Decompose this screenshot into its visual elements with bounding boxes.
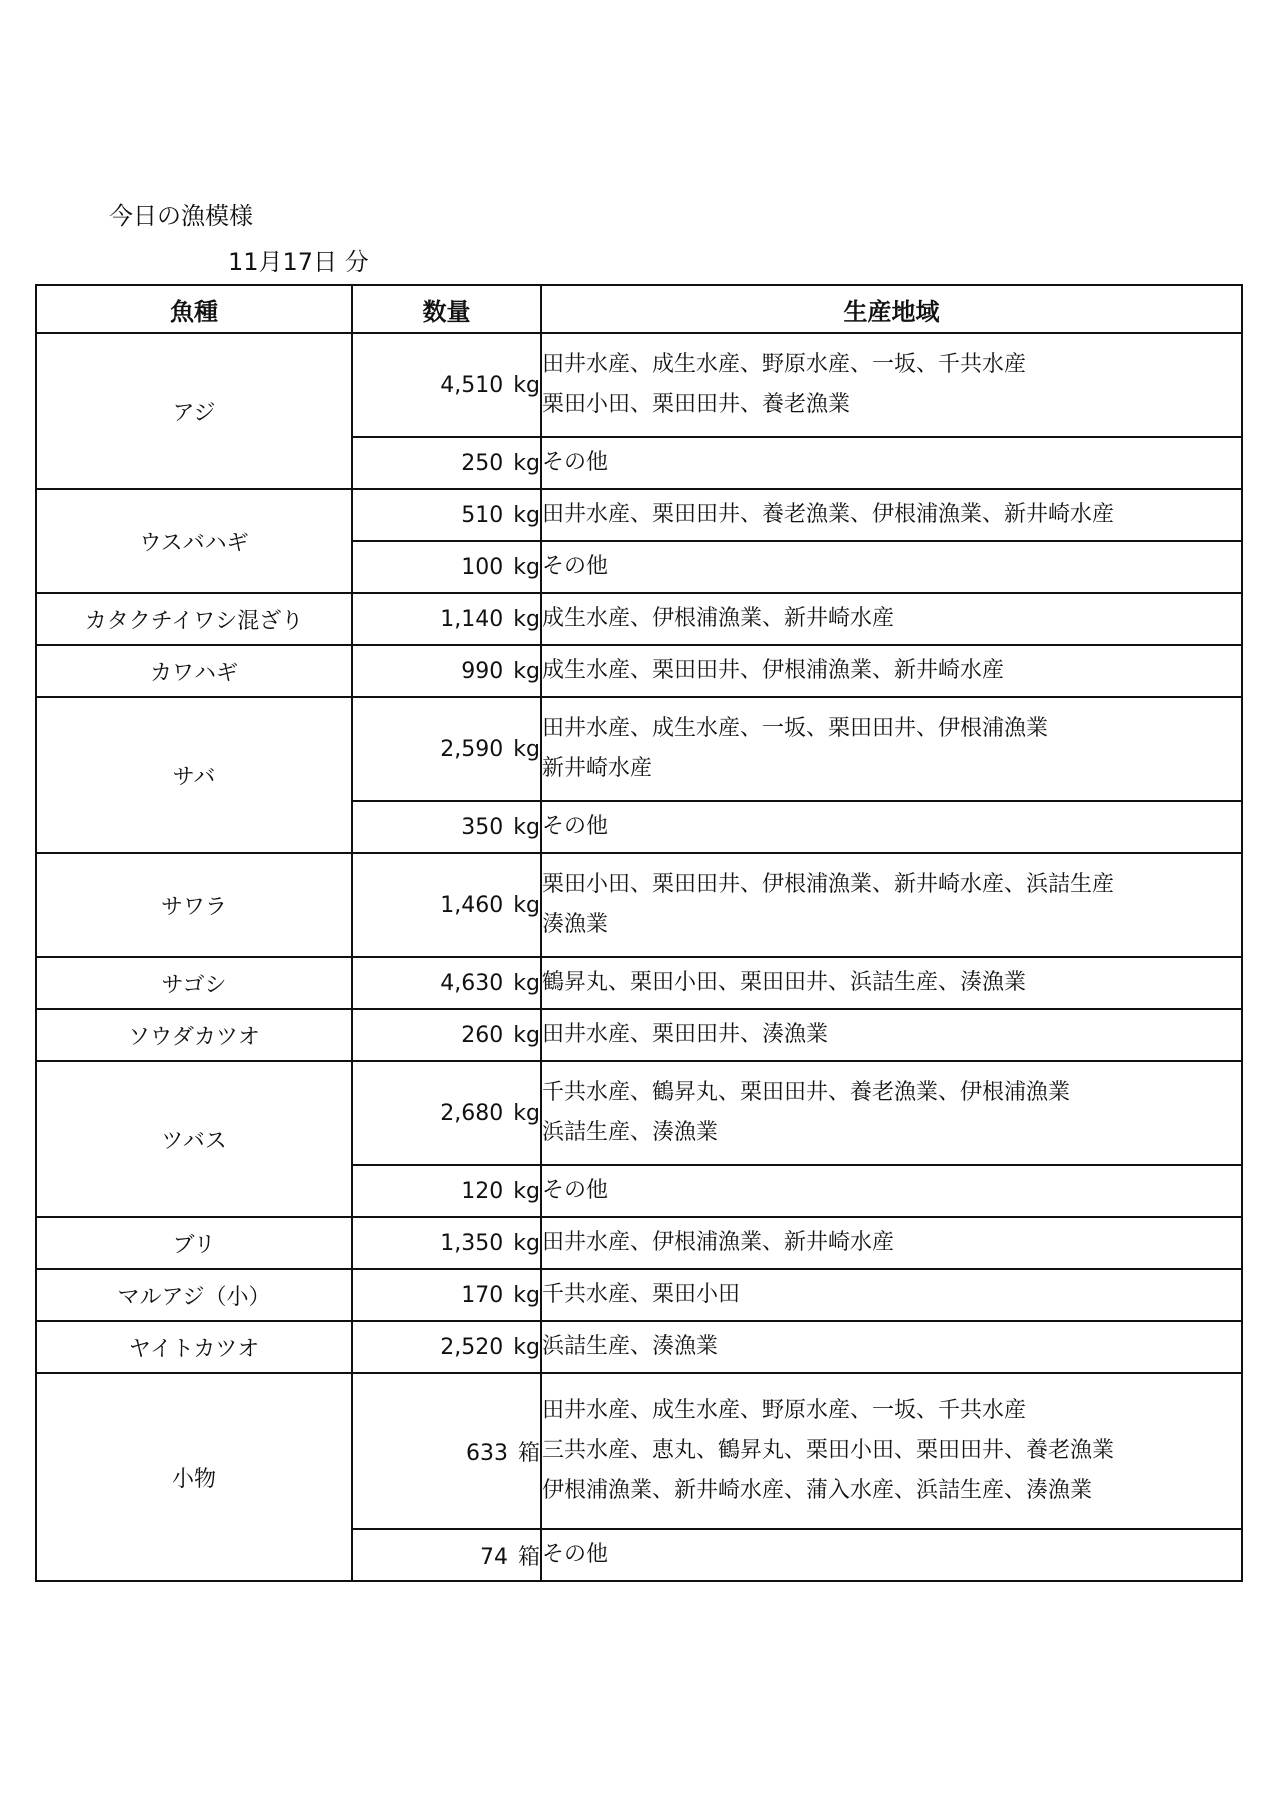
region-line: 新井崎水産 — [542, 756, 653, 781]
region-line: その他 — [542, 450, 609, 475]
table-row — [36, 645, 1242, 697]
page-title: 今日の漁模様 — [109, 202, 253, 230]
region-cell — [541, 1061, 1242, 1165]
region-line: 田井水産、栗田田井、養老漁業、伊根浦漁業、新井崎水産 — [542, 502, 1115, 527]
fish-name-cell: ブリ — [36, 1217, 352, 1269]
region-cell — [541, 1009, 1242, 1061]
fish-name-cell: ソウダカツオ — [36, 1009, 352, 1061]
quantity-value: 2,590 — [440, 736, 504, 762]
quantity-unit: kg — [513, 892, 540, 918]
quantity-cell — [352, 853, 541, 957]
quantity-value: 633 — [465, 1440, 508, 1466]
quantity-unit: kg — [513, 372, 540, 398]
quantity-cell — [352, 1165, 541, 1217]
table-row — [36, 489, 1242, 541]
quantity-value: 350 — [461, 814, 504, 840]
quantity-unit: kg — [513, 1334, 540, 1360]
quantity-unit: kg — [513, 658, 540, 684]
quantity-cell — [352, 1061, 541, 1165]
quantity-unit: 箱 — [517, 1440, 540, 1466]
quantity-value: 260 — [461, 1022, 504, 1048]
quantity-unit: kg — [513, 606, 540, 632]
region-line: その他 — [542, 1542, 609, 1567]
region-cell — [541, 541, 1242, 593]
fish-name-cell: ウスバハギ — [36, 489, 352, 593]
quantity-cell — [352, 957, 541, 1009]
quantity-unit: kg — [513, 1178, 540, 1204]
region-line: 伊根浦漁業、新井崎水産、蒲入水産、浜詰生産、湊漁業 — [542, 1478, 1093, 1503]
region-cell — [541, 333, 1242, 437]
quantity-unit: kg — [513, 736, 540, 762]
quantity-unit: kg — [513, 502, 540, 528]
quantity-value: 74 — [479, 1544, 508, 1570]
quantity-cell — [352, 1529, 541, 1581]
quantity-cell — [352, 1321, 541, 1373]
quantity-unit: kg — [513, 1100, 540, 1126]
region-line: 栗田小田、栗田田井、養老漁業 — [542, 392, 851, 417]
table-header-row — [36, 285, 1242, 333]
quantity-cell — [352, 1269, 541, 1321]
table-row — [36, 1217, 1242, 1269]
fish-name-cell: サワラ — [36, 853, 352, 957]
quantity-cell — [352, 489, 541, 541]
region-line: 田井水産、成生水産、一坂、栗田田井、伊根浦漁業 — [542, 716, 1049, 741]
region-line: 鶴昇丸、栗田小田、栗田田井、浜詰生産、湊漁業 — [542, 970, 1027, 995]
quantity-unit: kg — [513, 450, 540, 476]
region-cell — [541, 801, 1242, 853]
region-cell — [541, 1321, 1242, 1373]
region-cell — [541, 957, 1242, 1009]
fish-name-cell: サゴシ — [36, 957, 352, 1009]
quantity-value: 250 — [461, 450, 504, 476]
region-line: 成生水産、栗田田井、伊根浦漁業、新井崎水産 — [542, 658, 1005, 683]
table-row — [36, 1009, 1242, 1061]
region-line: 湊漁業 — [542, 912, 609, 937]
region-cell — [541, 1373, 1242, 1529]
region-line: 田井水産、伊根浦漁業、新井崎水産 — [542, 1230, 895, 1255]
quantity-unit: kg — [513, 1230, 540, 1256]
region-line: その他 — [542, 1178, 609, 1203]
table-row — [36, 1373, 1242, 1529]
region-line: 栗田小田、栗田田井、伊根浦漁業、新井崎水産、浜詰生産 — [542, 872, 1115, 897]
region-cell — [541, 645, 1242, 697]
quantity-value: 170 — [461, 1282, 504, 1308]
table-row — [36, 697, 1242, 801]
quantity-cell — [352, 541, 541, 593]
quantity-value: 1,350 — [440, 1230, 504, 1256]
region-cell — [541, 437, 1242, 489]
region-cell — [541, 697, 1242, 801]
region-cell — [541, 489, 1242, 541]
quantity-cell — [352, 1217, 541, 1269]
quantity-value: 2,680 — [440, 1100, 504, 1126]
fish-name-cell: 小物 — [36, 1373, 352, 1581]
quantity-value: 1,460 — [440, 892, 504, 918]
region-line: 田井水産、成生水産、野原水産、一坂、千共水産 — [542, 352, 1027, 377]
quantity-unit: kg — [513, 1282, 540, 1308]
quantity-value: 120 — [461, 1178, 504, 1204]
table-row — [36, 333, 1242, 437]
quantity-cell — [352, 645, 541, 697]
table-row — [36, 1061, 1242, 1165]
quantity-value: 990 — [461, 658, 504, 684]
table-row — [36, 957, 1242, 1009]
quantity-value: 2,520 — [440, 1334, 504, 1360]
quantity-cell — [352, 333, 541, 437]
quantity-value: 100 — [461, 554, 504, 580]
region-line: 浜詰生産、湊漁業 — [542, 1120, 719, 1145]
table-row — [36, 593, 1242, 645]
quantity-cell — [352, 1009, 541, 1061]
fish-name-cell: マルアジ（小） — [36, 1269, 352, 1321]
region-line: 千共水産、鶴昇丸、栗田田井、養老漁業、伊根浦漁業 — [542, 1080, 1071, 1105]
region-line: 三共水産、恵丸、鶴昇丸、栗田小田、栗田田井、養老漁業 — [542, 1438, 1115, 1463]
quantity-cell — [352, 1373, 541, 1529]
region-line: 成生水産、伊根浦漁業、新井崎水産 — [542, 606, 895, 631]
quantity-cell — [352, 593, 541, 645]
fish-name-cell: ヤイトカツオ — [36, 1321, 352, 1373]
quantity-value: 4,510 — [440, 372, 504, 398]
fish-name-cell: カタクチイワシ混ざり — [36, 593, 352, 645]
region-line: その他 — [542, 814, 609, 839]
quantity-cell — [352, 801, 541, 853]
region-cell — [541, 1529, 1242, 1581]
quantity-unit: kg — [513, 970, 540, 996]
column-header-fish: 魚種 — [36, 285, 352, 333]
quantity-value: 510 — [461, 502, 504, 528]
fish-name-cell: カワハギ — [36, 645, 352, 697]
quantity-unit: kg — [513, 1022, 540, 1048]
quantity-value: 4,630 — [440, 970, 504, 996]
region-cell — [541, 1217, 1242, 1269]
region-cell — [541, 1165, 1242, 1217]
table-row — [36, 853, 1242, 957]
catch-table — [35, 284, 1243, 1582]
table-row — [36, 1321, 1242, 1373]
report-date: 11月17日 分 — [228, 248, 369, 276]
region-line: 千共水産、栗田小田 — [542, 1282, 741, 1307]
region-cell — [541, 853, 1242, 957]
quantity-cell — [352, 697, 541, 801]
table-row — [36, 1269, 1242, 1321]
quantity-cell — [352, 437, 541, 489]
fish-name-cell: アジ — [36, 333, 352, 489]
quantity-unit: 箱 — [517, 1544, 540, 1570]
region-cell — [541, 1269, 1242, 1321]
catch-table-body — [36, 333, 1242, 1581]
fish-name-cell: ツバス — [36, 1061, 352, 1217]
region-cell — [541, 593, 1242, 645]
column-header-quantity: 数量 — [352, 285, 541, 333]
quantity-value: 1,140 — [440, 606, 504, 632]
region-line: その他 — [542, 554, 609, 579]
fish-name-cell: サバ — [36, 697, 352, 853]
region-line: 田井水産、栗田田井、湊漁業 — [542, 1022, 829, 1047]
column-header-region: 生産地域 — [541, 285, 1242, 333]
quantity-unit: kg — [513, 814, 540, 840]
region-line: 田井水産、成生水産、野原水産、一坂、千共水産 — [542, 1398, 1027, 1423]
quantity-unit: kg — [513, 554, 540, 580]
region-line: 浜詰生産、湊漁業 — [542, 1334, 719, 1359]
